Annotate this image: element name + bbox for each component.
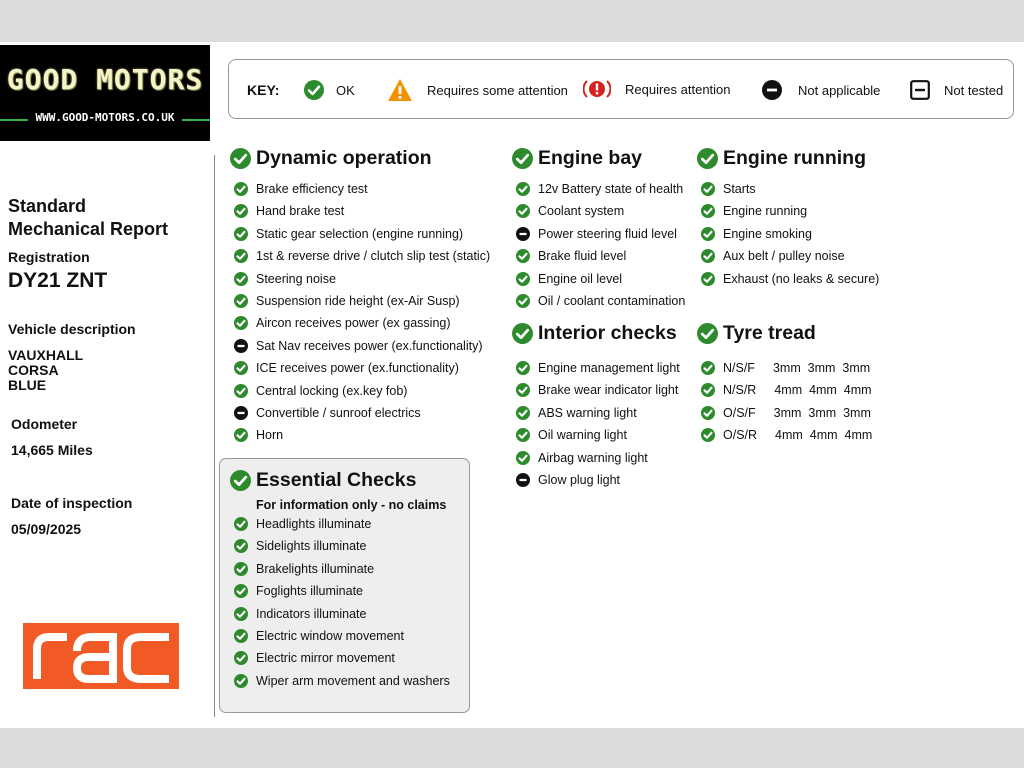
ok-check-icon <box>234 584 248 598</box>
report-title-line2: Mechanical Report <box>8 219 169 239</box>
not-applicable-icon <box>516 473 530 487</box>
ok-check-icon <box>516 361 530 375</box>
check-item-label: O/S/F <box>723 405 756 420</box>
not-applicable-icon <box>234 406 248 420</box>
key-attention <box>583 78 731 100</box>
ok-check-icon <box>516 406 530 420</box>
ok-check-icon <box>234 607 248 621</box>
check-item-label: O/S/R <box>723 428 758 443</box>
rac-logo-mark <box>23 623 179 689</box>
check-item-label: Brake fluid level <box>538 249 627 264</box>
check-item-label: Brakelights illuminate <box>256 561 375 576</box>
check-item-label: Glow plug light <box>538 473 620 487</box>
check-item-label: Electric mirror movement <box>256 651 395 666</box>
tyre-tread-title: Tyre tread <box>723 322 816 344</box>
ok-check-icon <box>230 148 251 169</box>
ok-check-icon <box>234 629 248 643</box>
check-item <box>234 316 451 330</box>
logo-line-right <box>182 119 210 121</box>
key-title: KEY: <box>247 82 280 98</box>
ok-check-icon <box>234 674 248 688</box>
vehicle-make: VAUXHALL <box>8 347 84 363</box>
ok-check-icon <box>234 182 248 196</box>
check-item <box>234 562 374 576</box>
tyre-tread-values: 4mm 4mm 4mm <box>774 383 872 398</box>
check-item-label: Exhaust (no leaks & secure) <box>723 271 880 286</box>
check-item-label: Aircon receives power (ex gassing) <box>256 316 451 331</box>
key-some-attention <box>387 78 568 102</box>
ok-check-icon <box>516 249 530 263</box>
vehicle-description-label: Vehicle description <box>8 321 136 337</box>
not-applicable-icon <box>234 339 248 353</box>
engine-running-title: Engine running <box>723 147 866 169</box>
check-item-label: Coolant system <box>538 204 625 219</box>
tyre-tread-values: 3mm 3mm 3mm <box>772 361 871 375</box>
ok-check-icon <box>697 148 718 169</box>
check-item <box>234 629 404 643</box>
ok-check-icon <box>701 182 715 196</box>
check-item <box>516 428 627 442</box>
engine-bay-title: Engine bay <box>538 147 643 169</box>
ok-check-icon <box>234 204 248 218</box>
check-item <box>516 204 624 218</box>
check-item <box>516 227 677 241</box>
warning-triangle-icon <box>387 78 413 102</box>
check-item-label: Sat Nav receives power (ex.functionality) <box>256 338 483 353</box>
check-item-label: Brake efficiency test <box>256 182 368 196</box>
check-item <box>234 539 366 553</box>
check-item <box>516 182 683 196</box>
status-key <box>228 59 1014 119</box>
check-item <box>701 383 872 397</box>
not-applicable-icon <box>762 80 782 100</box>
good-motors-logo <box>0 45 210 141</box>
ok-check-icon <box>304 80 324 100</box>
not-tested-icon <box>910 80 930 100</box>
ok-check-icon <box>234 651 248 665</box>
check-item <box>234 227 463 241</box>
attention-alert-icon <box>583 78 611 100</box>
ok-check-icon <box>701 204 715 218</box>
check-item <box>701 204 807 218</box>
check-item <box>234 361 459 375</box>
ok-check-icon <box>234 539 248 553</box>
check-item <box>516 473 620 487</box>
check-item <box>234 674 450 688</box>
ok-check-icon <box>234 249 248 263</box>
ok-check-icon <box>234 294 248 308</box>
key-not-applicable-label: Not applicable <box>798 82 881 98</box>
tyre-tread-heading <box>697 322 816 345</box>
rac-logo <box>23 623 179 689</box>
ok-check-icon <box>701 383 715 397</box>
vehicle-model: CORSA <box>8 362 59 378</box>
check-item <box>701 406 871 420</box>
key-attention-label: Requires attention <box>625 81 731 97</box>
key-some-attention-label: Requires some attention <box>427 82 568 98</box>
ok-check-icon <box>234 361 248 375</box>
check-item-label: Engine management light <box>538 361 680 375</box>
column-divider <box>214 155 215 717</box>
essential-checks-title: Essential Checks <box>256 469 417 491</box>
dynamic-operation-title: Dynamic operation <box>256 147 432 169</box>
check-item-label: Starts <box>723 182 756 196</box>
check-item <box>516 272 622 286</box>
key-ok <box>304 80 355 100</box>
check-item <box>701 428 872 442</box>
check-item <box>234 294 460 308</box>
inspection-date-label: Date of inspection <box>11 495 133 511</box>
check-item <box>234 384 407 398</box>
key-not-tested-label: Not tested <box>944 82 1004 98</box>
check-item-label: Suspension ride height (ex-Air Susp) <box>256 294 460 308</box>
ok-check-icon <box>234 227 248 241</box>
check-item-label: Airbag warning light <box>538 450 648 465</box>
not-applicable-icon <box>516 227 530 241</box>
check-item-label: Brake wear indicator light <box>538 383 679 398</box>
vehicle-colour: BLUE <box>8 377 47 393</box>
ok-check-icon <box>701 361 715 375</box>
check-item <box>234 651 395 665</box>
ok-check-icon <box>516 182 530 196</box>
check-item-label: N/S/R <box>723 383 757 398</box>
registration-value: DY21 ZNT <box>8 269 108 292</box>
check-item-label: Horn <box>256 428 284 443</box>
check-item-label: Foglights illuminate <box>256 584 363 599</box>
engine-bay-heading <box>512 147 642 170</box>
check-item <box>234 339 482 353</box>
check-item <box>516 361 680 375</box>
check-item-label: Engine running <box>723 204 808 219</box>
check-item-label: Aux belt / pulley noise <box>723 249 845 264</box>
check-item <box>516 451 648 465</box>
check-item-label: Oil / coolant contamination <box>538 294 686 308</box>
ok-check-icon <box>516 204 530 218</box>
ok-check-icon <box>512 148 533 169</box>
check-item-label: Central locking (ex.key fob) <box>256 383 408 398</box>
check-item <box>516 406 637 420</box>
logo-url: WWW.GOOD-MOTORS.CO.UK <box>35 111 175 124</box>
ok-check-icon <box>516 383 530 397</box>
check-item <box>516 294 685 308</box>
key-not-tested <box>910 80 1003 100</box>
dynamic-operation-heading <box>230 147 432 170</box>
report-title-line1: Standard <box>8 196 87 216</box>
check-item <box>234 249 490 263</box>
ok-check-icon <box>234 562 248 576</box>
registration-label: Registration <box>8 249 90 265</box>
check-item <box>234 406 421 420</box>
logo-title: GOOD MOTORS <box>6 63 204 96</box>
check-item-label: 1st & reverse drive / clutch slip test (static) <box>256 249 491 264</box>
check-item <box>234 607 366 621</box>
ok-check-icon <box>701 428 715 442</box>
ok-check-icon <box>516 428 530 442</box>
check-item <box>234 182 368 196</box>
check-item-label: Wiper arm movement and washers <box>256 673 450 688</box>
check-item <box>701 272 879 286</box>
check-item-label: Engine smoking <box>723 226 812 241</box>
ok-check-icon <box>234 384 248 398</box>
ok-check-icon <box>516 451 530 465</box>
check-item-label: Static gear selection (engine running) <box>256 226 464 241</box>
ok-check-icon <box>230 470 251 491</box>
check-item <box>516 383 678 397</box>
check-item-label: ICE receives power (ex.functionality) <box>256 361 459 376</box>
check-item-label: Convertible / sunroof electrics <box>256 406 421 420</box>
check-item-label: Power steering fluid level <box>538 226 677 241</box>
engine-running-heading <box>697 147 866 170</box>
check-item-label: Indicators illuminate <box>256 606 367 621</box>
check-item <box>234 204 344 218</box>
odometer-value: 14,665 Miles <box>11 442 93 458</box>
check-item-label: ABS warning light <box>538 405 637 420</box>
check-item <box>234 584 363 598</box>
ok-check-icon <box>701 272 715 286</box>
tyre-tread-values: 3mm 3mm 3mm <box>773 405 871 420</box>
ok-check-icon <box>234 517 248 531</box>
interior-checks-heading <box>512 322 677 345</box>
check-item <box>701 361 870 375</box>
ok-check-icon <box>701 249 715 263</box>
tyre-tread-values: 4mm 4mm 4mm <box>775 428 873 443</box>
inspection-date-value: 05/09/2025 <box>11 521 82 537</box>
key-not-applicable <box>762 80 880 100</box>
check-item <box>234 272 336 286</box>
check-item <box>701 249 845 263</box>
check-item-label: 12v Battery state of health <box>538 182 684 196</box>
ok-check-icon <box>697 323 718 344</box>
check-item-label: Electric window movement <box>256 629 404 643</box>
ok-check-icon <box>701 406 715 420</box>
ok-check-icon <box>234 428 248 442</box>
check-item-label: Oil warning light <box>538 428 627 443</box>
essential-checks-heading <box>230 469 416 492</box>
ok-check-icon <box>512 323 533 344</box>
check-item <box>234 517 371 531</box>
check-item <box>701 227 812 241</box>
ok-check-icon <box>701 227 715 241</box>
check-item-label: Sidelights illuminate <box>256 539 367 554</box>
check-item <box>516 249 626 263</box>
odometer-label: Odometer <box>11 416 78 432</box>
check-item-label: Headlights illuminate <box>256 517 372 531</box>
check-item <box>234 428 283 442</box>
report-sheet <box>0 42 1024 728</box>
key-ok-label: OK <box>336 82 355 98</box>
check-item-label: N/S/F <box>723 361 755 375</box>
check-item-label: Hand brake test <box>256 204 345 219</box>
ok-check-icon <box>234 272 248 286</box>
ok-check-icon <box>234 316 248 330</box>
check-item-label: Steering noise <box>256 271 336 286</box>
ok-check-icon <box>516 272 530 286</box>
ok-check-icon <box>516 294 530 308</box>
check-item <box>701 182 756 196</box>
check-item-label: Engine oil level <box>538 271 623 286</box>
interior-checks-title: Interior checks <box>538 322 677 344</box>
essential-checks-subtitle: For information only - no claims <box>256 498 447 512</box>
